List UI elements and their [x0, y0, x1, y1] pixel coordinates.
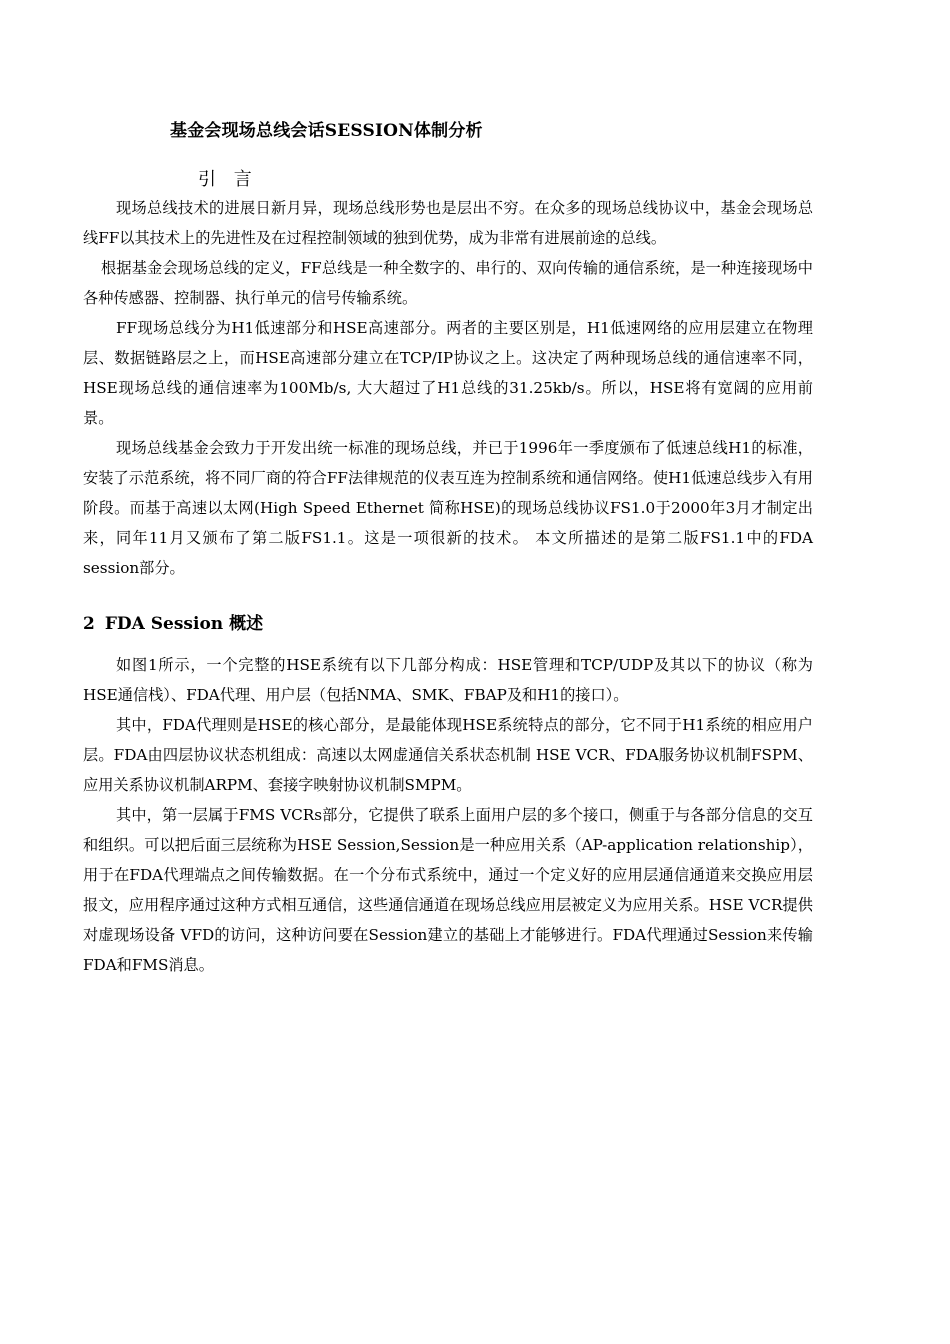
- section-2-paragraph-3: 其中，第一层属于FMS VCRs部分，它提供了联系上面用户层的多个接口，侧重于与各部分信息的交互和组织。可以把后面三层统称为HSE Session,Session是一种应用关系（AP-application relationship），用于在FDA代理端点之间传输数据。在一个分布式系统中，通过一个定义好的应用层通信通道来交换应用层报文，应用程序通过这种方式相互通信，这些通信通道在现场总线应用层被定义为应用关系。HSE VCR提供对虚现场设备 VFD的访问，这种访问要在Session建立的基础上才能够进行。FDA代理通过Session来传输FDA和FMS消息。: [83, 806, 813, 974]
- section-2-number: 2: [83, 614, 95, 634]
- section-2-body: [83, 650, 813, 980]
- document-title: 基金会现场总线会话SESSION体制分析: [170, 121, 483, 141]
- section-2-paragraph-2: 其中，FDA代理则是HSE的核心部分，是最能体现HSE系统特点的部分，它不同于H1系统的相应用户层。FDA由四层协议状态机组成：高速以太网虚通信关系状态机制 HSE VCR、FDA服务协议机制FSPM、应用关系协议机制ARPM、套接字映射协议机制SMPM。: [83, 716, 813, 794]
- section-2-title: FDA Session 概述: [104, 614, 264, 634]
- intro-heading: 引 言: [198, 169, 258, 190]
- intro-section: [83, 193, 813, 583]
- section-2-paragraph-1: 如图1所示，一个完整的HSE系统有以下几部分构成：HSE管理和TCP/UDP及其以下的协议（称为HSE通信栈）、FDA代理、用户层（包括NMA、SMK、FBAP及和H1的接口）。: [83, 656, 813, 704]
- intro-paragraph-4: 现场总线基金会致力于开发出统一标准的现场总线，并已于1996年一季度颁布了低速总线H1的标准，安装了示范系统，将不同厂商的符合FF法律规范的仪表互连为控制系统和通信网络。使H1低速总线步入有用阶段。而基于高速以太网(High Speed Ethernet 简称HSE)的现场总线协议FS1.0于2000年3月才制定出来，同年11月又颁布了第二版FS1.1。这是一项很新的技术。 本文所描述的是第二版FS1.1中的FDA session部分。: [83, 439, 813, 577]
- intro-paragraph-1: 现场总线技术的进展日新月异，现场总线形势也是层出不穷。在众多的现场总线协议中，基金会现场总线FF以其技术上的先进性及在过程控制领域的独到优势，成为非常有进展前途的总线。: [83, 199, 813, 247]
- intro-paragraph-3: FF现场总线分为H1低速部分和HSE高速部分。两者的主要区别是，H1低速网络的应用层建立在物理层、数据链路层之上，而HSE高速部分建立在TCP/IP协议之上。这决定了两种现场总线的通信速率不同，HSE现场总线的通信速率为100Mb/s, 大大超过了H1总线的31.25kb/s。所以，HSE将有宽阔的应用前景。: [83, 319, 813, 427]
- section-2-heading: [83, 609, 263, 634]
- intro-paragraph-2: 根据基金会现场总线的定义，FF总线是一种全数字的、串行的、双向传输的通信系统，是一种连接现场中各种传感器、控制器、执行单元的信号传输系统。: [83, 259, 813, 307]
